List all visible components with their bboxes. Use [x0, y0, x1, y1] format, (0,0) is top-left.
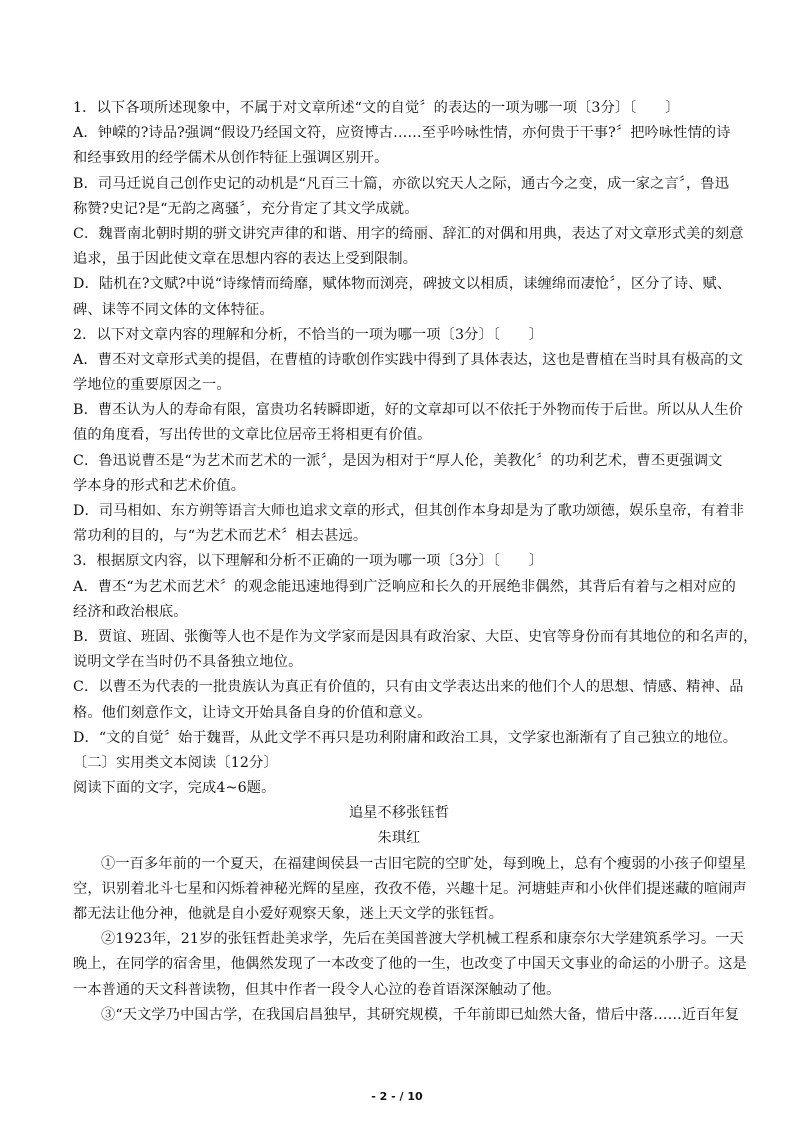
text-line: 值的角度看，写出传世的文章比位居帝王将相更有价值。	[73, 427, 432, 444]
text-line: B．贾谊、班固、张衡等人也不是作为文学家而是因具有政治家、大臣、史官等身份而有其地位的和名声的，	[73, 628, 758, 645]
text-line: 空，识别着北斗七星和闪烁着神秘光辉的星座，孜孜不倦，兴趣十足。河塘蛙声和小伙伴们提迷藏的喧闹声	[73, 880, 747, 897]
text-line: C．以曹丕为代表的一批贵族认为真正有价值的，只有由文学表达出来的他们个人的思想、情感、精神、品	[73, 679, 744, 696]
text-line: 一本普通的天文科普读物，但其中作者一段令人心泣的卷首语深深触动了他。	[73, 981, 561, 998]
text-line: 经济和政治根底。	[73, 603, 188, 620]
text-line: A．钟嵘的?诗品?强调“假设乃经国文符，应资博古……至乎吟咏性情，亦何贵于干事?〞把吟咏性情的诗	[73, 125, 731, 142]
text-line: 3．根据原文内容，以下理解和分析不正确的一项为哪一项〔3分〕〔 〕	[73, 553, 544, 570]
document-body	[73, 96, 758, 1028]
text-line: B．曹丕认为人的寿命有限，富贵功名转瞬即逝，好的文章却可以不依托于外物而传于后世。所以从人生价	[73, 402, 744, 419]
text-line: C．魏晋南北朝时期的骈文讲究声律的和谐、用字的绮丽、辞汇的对偶和用典，表达了对文章形式美的刻意	[73, 225, 744, 242]
text-line: A．曹丕“为艺术而艺术〞的观念能迅速地得到广泛响应和长久的开展绝非偶然，其背后有着与之相对应的	[73, 578, 736, 595]
text-line: 2．以下对文章内容的理解和分析，不恰当的一项为哪一项〔3分〕〔 〕	[73, 326, 544, 343]
text-line: 称赞?史记?是“无韵之离骚〞，充分肯定了其文学成就。	[73, 200, 419, 217]
text-line: 追求，虽于因此使文章在思想内容的表达上受到限制。	[73, 251, 418, 268]
text-line: D．“文的自觉〞始于魏晋，从此文学不再只是功利附庸和政治工具，文学家也渐渐有了自己独立的地位。	[73, 729, 738, 746]
text-line: 阅读下面的文字，完成4~6题。	[73, 780, 276, 797]
text-line: 晚上，在同学的宿舍里，他偶然发现了一本改变了他的一生，也改变了中国天文事业的命运的小册子。这是	[73, 956, 747, 973]
text-line: ①一百多年前的一个夏天，在福建闽侯县一古旧宅院的空旷处，每到晚上，总有个瘦弱的小孩子仰望星	[101, 855, 747, 872]
text-line: 常功利的目的，与“为艺术而艺术〞相去甚远。	[73, 528, 368, 545]
text-line: D．司马相如、东方朔等语言大师也追求文章的形式，但其创作本身却是为了歌功颂德，娱乐皇帝，有着非	[73, 503, 745, 519]
text-line: 说明文学在当时仍不具备独立地位。	[73, 654, 303, 671]
text-line: 〔二〕实用类文本阅读〔12分〕	[73, 754, 278, 771]
text-line: 格。他们刻意作文，让诗文开始具备自身的价值和意义。	[73, 704, 432, 721]
text-line: 和经事致用的经学儒术从创作特征上强调区别开。	[73, 150, 389, 167]
page-number: - 2 - / 10	[371, 1090, 423, 1103]
text-line: ②1923年，21岁的张钰哲赴美求学，先后在美国普渡大学机械工程系和康奈尔大学建筑系学习。一天	[101, 931, 744, 948]
text-line: C．鲁迅说曹丕是“为艺术而艺术的一派〞，是因为相对于“厚人伦，美教化〞的功利艺术，曹丕更强调文	[73, 452, 723, 469]
text-line: 都无法让他分神，他就是自小爱好观察天象，迷上天文学的张钰哲。	[73, 906, 504, 922]
text-line: 1．以下各项所述现象中，不属于对文章所述“文的自觉〞的表达的一项为哪一项〔3分〕〔 〕	[73, 100, 680, 116]
text-line: D．陆机在?文赋?中说“诗缘情而绮靡，赋体物而浏亮，碑披文以相质，诔缠绵而凄怆〞，区分了诗、赋、	[73, 276, 732, 293]
text-line: 学地位的重要原因之一。	[73, 377, 231, 394]
text-line: 追星不移张钰哲	[348, 805, 450, 822]
text-line: 学本身的形式和艺术价值。	[73, 477, 246, 494]
text-line: A．曹丕对文章形式美的提倡，在曹植的诗歌创作实践中得到了具体表达，这也是曹植在当时具有极高的文	[73, 351, 743, 368]
text-line: ③“天文学乃中国古学，在我国启昌独早，其研究规模，千年前即已灿然大备，惜后中落……近百年复	[101, 1006, 740, 1023]
text-line: 朱琪红	[377, 830, 421, 847]
text-line: 碑、诔等不同文体的文体特征。	[73, 301, 274, 318]
text-line: B．司马迁说自己创作史记的动机是“凡百三十篇，亦欲以究天人之际，通古今之变，成一家之言〞，鲁迅	[73, 175, 730, 192]
